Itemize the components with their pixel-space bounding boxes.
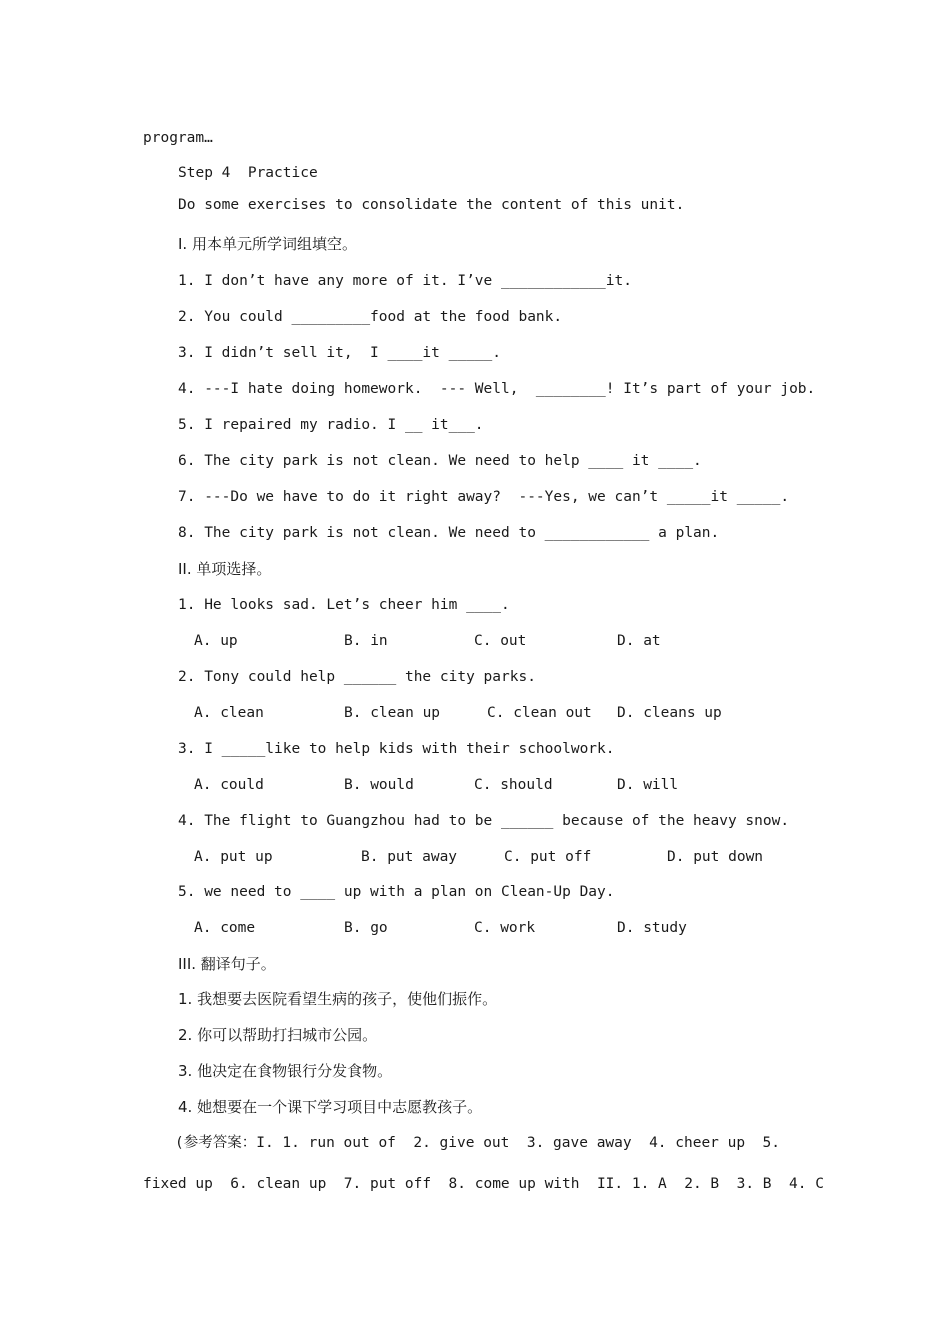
section3-title: III. 翻译句子。: [178, 955, 276, 973]
fill-item: 8. The city park is not clean. We need to ____________ a plan.: [178, 525, 720, 541]
option-b: B. clean up: [344, 705, 441, 721]
fill-item: 3. I didn’t sell it, I ____it _____.: [178, 345, 502, 361]
option-b: B. would: [344, 777, 414, 793]
option-d: D. will: [617, 777, 679, 793]
continuation-text: program…: [143, 130, 213, 146]
option-c: C. work: [474, 920, 536, 936]
fill-item: 7. ---Do we have to do it right away? ---Yes, we can’t _____it _____.: [178, 489, 790, 505]
option-c: C. should: [474, 777, 553, 793]
option-c: C. out: [474, 633, 527, 649]
intro-text: Do some exercises to consolidate the content of this unit.: [178, 197, 685, 213]
question-stem: 4. The flight to Guangzhou had to be ______ because of the heavy snow.: [178, 813, 790, 829]
step-heading: Step 4 Practice: [178, 165, 318, 181]
question-stem: 3. I _____like to help kids with their schoolwork.: [178, 741, 615, 757]
question-stem: 5. we need to ____ up with a plan on Clean-Up Day.: [178, 884, 615, 900]
option-a: A. clean: [194, 705, 264, 721]
fill-item: 6. The city park is not clean. We need to help ____ it ____.: [178, 453, 702, 469]
option-d: D. at: [617, 633, 661, 649]
option-d: D. study: [617, 920, 687, 936]
section1-title: I. 用本单元所学词组填空。: [178, 235, 357, 253]
option-b: B. put away: [361, 849, 458, 865]
option-c: C. clean out: [487, 705, 592, 721]
translate-item: 3. 他决定在食物银行分发食物。: [178, 1062, 393, 1080]
translate-item: 4. 她想要在一个课下学习项目中志愿教孩子。: [178, 1098, 483, 1116]
fill-item: 2. You could _________food at the food bank.: [178, 309, 563, 325]
answers-line-2: fixed up 6. clean up 7. put off 8. come up with II. 1. A 2. B 3. B 4. C: [143, 1176, 824, 1192]
option-a: A. could: [194, 777, 264, 793]
translate-item: 2. 你可以帮助打扫城市公园。: [178, 1026, 378, 1044]
fill-item: 5. I repaired my radio. I __ it___.: [178, 417, 484, 433]
question-stem: 2. Tony could help ______ the city parks.: [178, 669, 536, 685]
option-b: B. go: [344, 920, 388, 936]
question-stem: 1. He looks sad. Let’s cheer him ____.: [178, 597, 510, 613]
option-d: D. put down: [667, 849, 764, 865]
translate-item: 1. 我想要去医院看望生病的孩子，使他们振作。: [178, 990, 498, 1008]
option-a: A. up: [194, 633, 238, 649]
option-a: A. come: [194, 920, 256, 936]
fill-item: 4. ---I hate doing homework. --- Well, ________! It’s part of your job.: [178, 381, 816, 397]
fill-item: 1. I don’t have any more of it. I’ve ____________it.: [178, 273, 632, 289]
answers-line-1: (参考答案：I. 1. run out of 2. give out 3. gave away 4. cheer up 5.: [175, 1135, 781, 1151]
option-a: A. put up: [194, 849, 273, 865]
option-b: B. in: [344, 633, 388, 649]
option-c: C. put off: [504, 849, 592, 865]
section2-title: II. 单项选择。: [178, 560, 272, 578]
option-d: D. cleans up: [617, 705, 722, 721]
